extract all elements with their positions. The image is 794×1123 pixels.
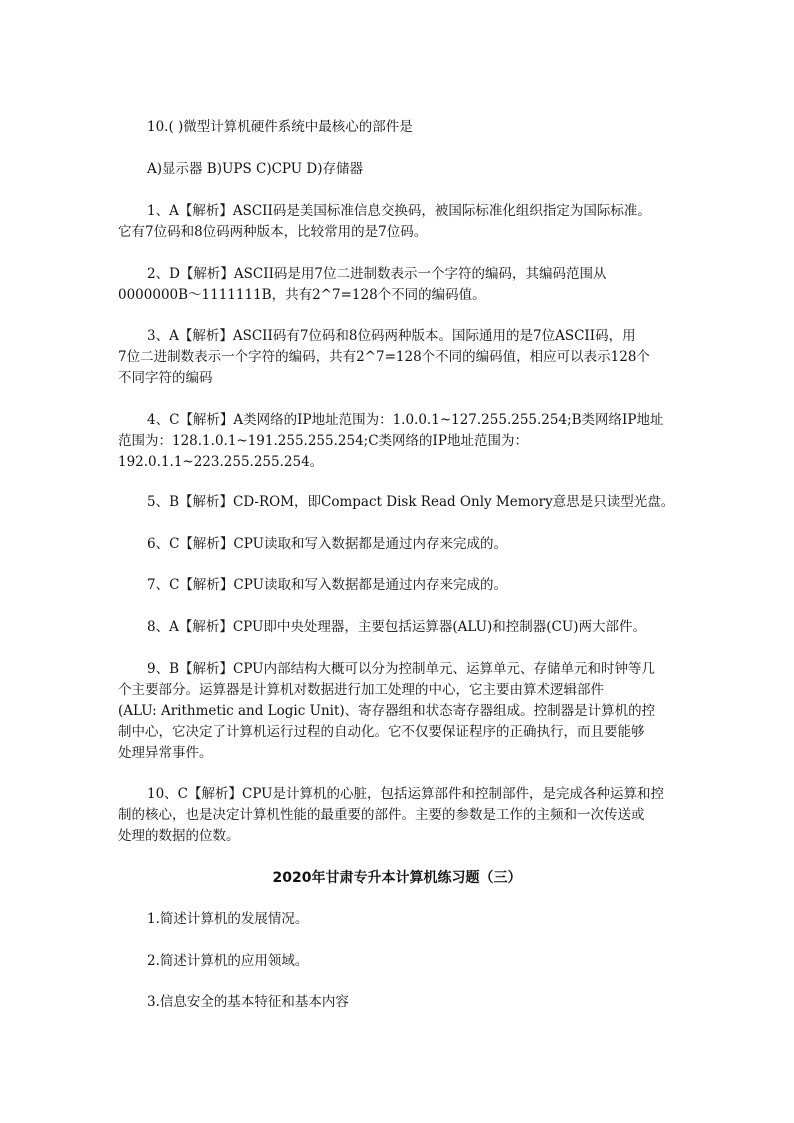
- text-line: 1.简述计算机的发展情况。: [147, 911, 309, 927]
- answer-1: [118, 201, 678, 243]
- answer-10: [118, 784, 678, 847]
- text-line: 10.( )微型计算机硬件系统中最核心的部件是: [147, 119, 413, 135]
- text-line: 3.信息安全的基本特征和基本内容: [147, 994, 349, 1010]
- question-10-stem: [118, 117, 678, 138]
- section-title: 2020年甘肃专升本计算机练习题（三）: [272, 870, 522, 886]
- text-line: 处理异常事件。: [118, 745, 213, 761]
- text-line: 5、B【解析】CD-ROM，即Compact Disk Read Only Memory意思是只读型光盘。: [147, 494, 675, 510]
- text-line: 10、C【解析】CPU是计算机的心脏，包括运算部件和控制部件，是完成各种运算和控: [147, 786, 665, 802]
- text-line: 7、C【解析】CPU读取和写入数据都是通过内存来完成的。: [147, 577, 507, 593]
- answer-3: [118, 326, 678, 389]
- text-line: 处理的数据的位数。: [118, 828, 240, 844]
- text-line: 9、B【解析】CPU内部结构大概可以分为控制单元、运算单元、存储单元和时钟等几: [147, 661, 656, 677]
- text-line: 6、C【解析】CPU读取和写入数据都是通过内存来完成的。: [147, 536, 507, 552]
- question-10-options: [118, 159, 678, 180]
- text-line: A)显示器 B)UPS C)CPU D)存储器: [147, 161, 364, 177]
- question-2: [118, 951, 678, 972]
- text-line: 4、C【解析】A类网络的IP地址范围为：1.0.0.1~127.255.255.254;B类网络IP地址: [147, 412, 664, 428]
- text-line: 7位二进制数表示一个字符的编码，共有2^7=128个不同的编码值，相应可以表示128个: [118, 349, 650, 365]
- answer-2: [118, 264, 678, 306]
- text-line: 个主要部分。运算器是计算机对数据进行加工处理的中心，它主要由算术逻辑部件: [118, 682, 604, 698]
- text-line: 2、D【解析】ASCII码是用7位二进制数表示一个字符的编码，其编码范围从: [147, 266, 607, 282]
- answer-7: [118, 575, 678, 596]
- answer-4: [118, 410, 678, 473]
- answer-9: [118, 659, 678, 764]
- text-line: 0000000B～1111111B，共有2^7=128个不同的编码值。: [118, 287, 486, 303]
- text-line: 制中心，它决定了计算机运行过程的自动化。它不仅要保证程序的正确执行，而且要能够: [118, 724, 645, 740]
- text-line: 它有7位码和8位码两种版本，比较常用的是7位码。: [118, 224, 428, 240]
- text-line: 8、A【解析】CPU即中央处理器，主要包括运算器(ALU)和控制器(CU)两大部件。: [147, 619, 647, 635]
- text-line: 不同字符的编码: [118, 370, 213, 386]
- answer-5: [118, 492, 678, 513]
- question-3: [118, 992, 678, 1013]
- question-1: [118, 909, 678, 930]
- answer-8: [118, 617, 678, 638]
- text-line: 192.0.1.1~223.255.255.254。: [118, 454, 324, 470]
- text-line: 范围为：128.1.0.1~191.255.255.254;C类网络的IP地址范围为：: [118, 433, 528, 449]
- text-line: 3、A【解析】ASCII码有7位码和8位码两种版本。国际通用的是7位ASCII码，用: [147, 328, 636, 344]
- answer-6: [118, 534, 678, 555]
- text-line: (ALU: Arithmetic and Logic Unit)、寄存器组和状态寄存器组成。控制器是计算机的控: [118, 703, 656, 719]
- text-line: 2.简述计算机的应用领域。: [147, 953, 309, 969]
- text-line: 制的核心，也是决定计算机性能的最重要的部件。主要的参数是工作的主频和一次传送或: [118, 807, 645, 823]
- text-line: 1、A【解析】ASCII码是美国标准信息交换码，被国际标准化组织指定为国际标准。: [147, 203, 651, 219]
